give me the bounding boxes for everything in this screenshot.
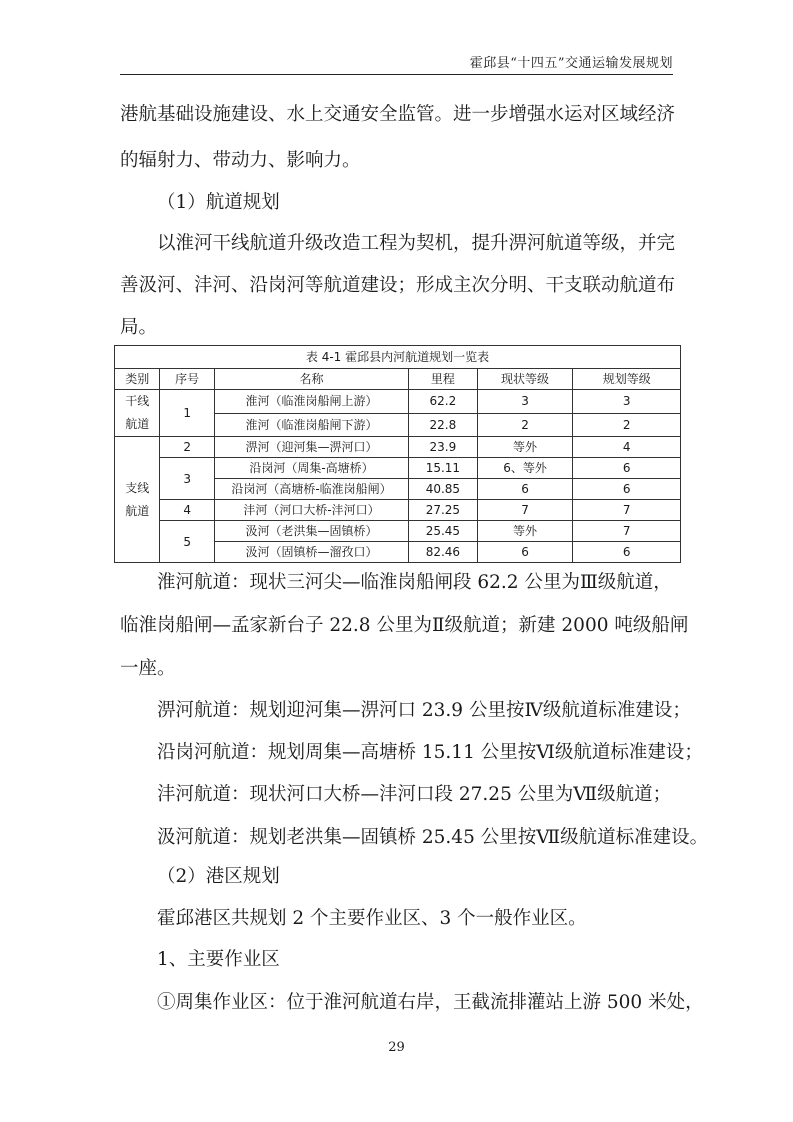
row-status: 3	[477, 390, 573, 414]
group-trunk-line-1: 干线	[125, 394, 150, 408]
header-name: 名称	[214, 369, 408, 390]
group-trunk	[115, 390, 160, 437]
row-length: 23.9	[409, 437, 477, 458]
row-plan: 2	[573, 413, 681, 437]
huaihe-paragraph-line-1: 淮河航道：现状三河尖—临淮岗船闸段 62.2 公里为Ⅲ级航道，	[157, 572, 672, 593]
row-plan: 6	[573, 458, 681, 479]
page-number: 29	[388, 1040, 405, 1055]
port-intro-paragraph: 霍邱港区共规划 2 个主要作业区、3 个一般作业区。	[157, 908, 587, 929]
row-status: 7	[477, 500, 573, 521]
row-name: 汲河（老洪集—固镇桥）	[214, 521, 408, 542]
row-status: 6	[477, 479, 573, 500]
header-plan: 规划等级	[573, 369, 681, 390]
group-branch-line-1: 支线	[125, 480, 150, 495]
yangang-paragraph: 沿岗河航道：规划周集—高塘桥 15.11 公里按Ⅵ级航道标准建设；	[157, 742, 703, 763]
row-name: 淠河（迎河集—淠河口）	[214, 437, 408, 458]
row-name: 淮河（临淮岗船闸下游）	[214, 413, 408, 437]
group-branch	[115, 437, 160, 563]
huaihe-paragraph-line-2: 临淮岗船闸—孟家新台子 22.8 公里为Ⅱ级航道；新建 2000 吨级船闸	[120, 615, 689, 636]
row-plan: 7	[573, 500, 681, 521]
row-length: 15.11	[409, 458, 477, 479]
table-row	[115, 390, 681, 414]
channel-paragraph-line-2: 善汲河、沣河、沿岗河等航道建设；形成主次分明、干支联动航道布	[120, 275, 676, 296]
header-rule	[120, 74, 673, 75]
table-header-row	[115, 369, 681, 390]
table-row	[115, 437, 681, 458]
group-branch-line-2: 航道	[125, 503, 150, 518]
row-plan: 3	[573, 390, 681, 414]
header-status: 现状等级	[477, 369, 573, 390]
intro-paragraph-line-2: 的辐射力、带动力、影响力。	[120, 150, 361, 171]
header-type: 类别	[115, 369, 160, 390]
channel-plan-table	[114, 345, 681, 563]
row-status: 6、等外	[477, 458, 573, 479]
header-no: 序号	[160, 369, 214, 390]
row-name: 沿岗河（高塘桥-临淮岗船闸）	[214, 479, 408, 500]
fenghe-paragraph: 沣河航道：现状河口大桥—沣河口段 27.25 公里为Ⅶ级航道；	[157, 784, 672, 805]
sub-heading-main-zones: 1、主要作业区	[157, 949, 280, 970]
row-status: 6	[477, 542, 573, 563]
row-name: 沿岗河（周集-高塘桥）	[214, 458, 408, 479]
row-plan: 4	[573, 437, 681, 458]
row-name: 汲河（固镇桥—溜孜口）	[214, 542, 408, 563]
huaihe-paragraph-line-3: 一座。	[120, 658, 176, 679]
row-no: 1	[160, 390, 214, 437]
channel-paragraph-line-1: 以淮河干线航道升级改造工程为契机，提升淠河航道等级，并完	[157, 233, 676, 254]
zhouji-paragraph: ①周集作业区：位于淮河航道右岸，王截流排灌站上游 500 米处，	[157, 992, 704, 1013]
header-length: 里程	[409, 369, 477, 390]
row-no: 3	[160, 458, 214, 500]
row-no: 2	[160, 437, 214, 458]
group-trunk-line-2: 航道	[125, 417, 150, 431]
channel-paragraph-line-3: 局。	[120, 317, 158, 338]
row-status: 等外	[477, 437, 573, 458]
row-no: 4	[160, 500, 214, 521]
row-length: 22.8	[409, 413, 477, 437]
row-length: 40.85	[409, 479, 477, 500]
row-plan: 7	[573, 521, 681, 542]
table-row	[115, 500, 681, 521]
row-length: 25.45	[409, 521, 477, 542]
table-row	[115, 458, 681, 479]
table-caption: 表 4-1 霍邱县内河航道规划一览表	[115, 346, 681, 369]
row-no: 5	[160, 521, 214, 563]
row-status: 2	[477, 413, 573, 437]
row-length: 62.2	[409, 390, 477, 414]
pihe-paragraph: 淠河航道：规划迎河集—淠河口 23.9 公里按Ⅳ级航道标准建设；	[157, 700, 691, 721]
row-name: 淮河（临淮岗船闸上游）	[214, 390, 408, 414]
row-plan: 6	[573, 542, 681, 563]
table-row	[115, 521, 681, 542]
section-heading-channel: （1）航道规划	[157, 192, 280, 213]
section-heading-port: （2）港区规划	[157, 866, 280, 887]
row-length: 27.25	[409, 500, 477, 521]
row-status: 等外	[477, 521, 573, 542]
intro-paragraph-line-1: 港航基础设施建设、水上交通安全监管。进一步增强水运对区域经济	[120, 104, 676, 125]
row-length: 82.46	[409, 542, 477, 563]
page-header-title: 霍邱县“十四五”交通运输发展规划	[469, 56, 673, 71]
row-name: 沣河（河口大桥-沣河口）	[214, 500, 408, 521]
row-plan: 6	[573, 479, 681, 500]
jihe-paragraph: 汲河航道：规划老洪集—固镇桥 25.45 公里按Ⅶ级航道标准建设。	[157, 827, 709, 848]
